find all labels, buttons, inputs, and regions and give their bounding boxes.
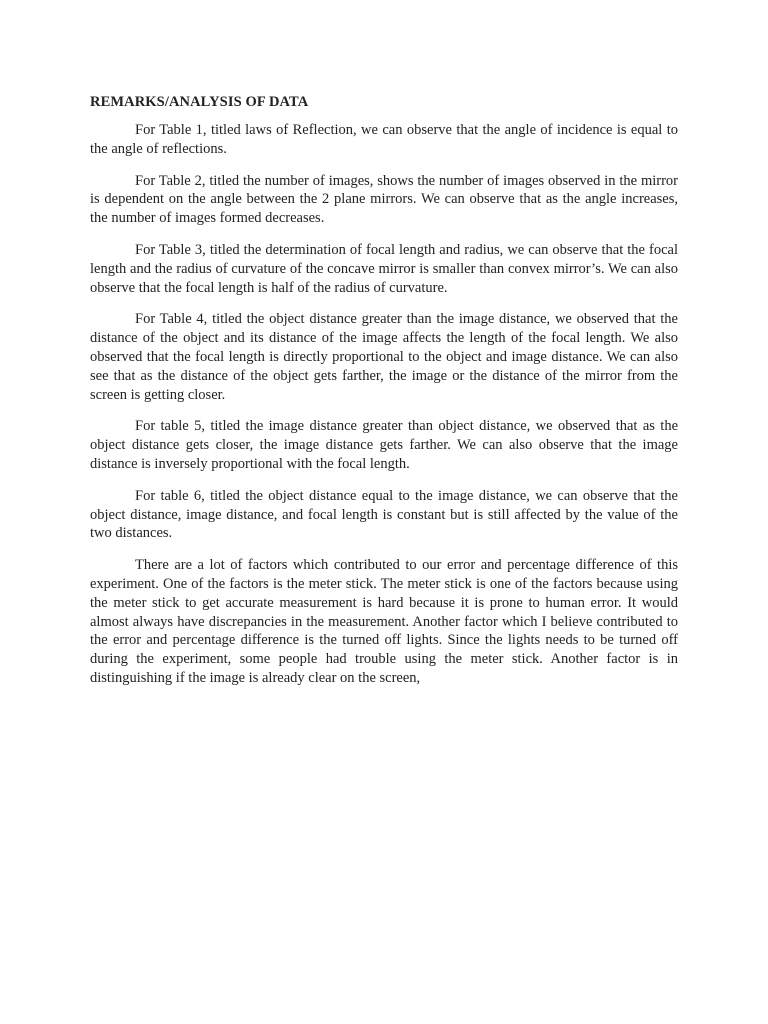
paragraph-table-6: For table 6, titled the object distance equal to the image distance, we can observe that the object distance, image distance, and focal length is constant but is still affected by the value of the two distances. <box>90 487 678 542</box>
paragraph-table-2: For Table 2, titled the number of images, shows the number of images observed in the mirror is dependent on the angle between the 2 plane mirrors. We can observe that as the angle increases, the number of images formed decreases. <box>90 172 678 227</box>
paragraph-table-5: For table 5, titled the image distance greater than object distance, we observed that as the object distance gets closer, the image distance gets farther. We can also observe that the image distance is inversely proportional with the focal length. <box>90 418 678 472</box>
paragraph-error-factors: There are a lot of factors which contributed to our error and percentage difference of this experiment. One of the factors is the meter stick. The meter stick is one of the factors because using the meter stick to get accurate measurement is hard because it is prone to human error. It would almost always have discrepancies in the measurement. Another factor which I believe contributed to the error and percentage difference is the turned off lights. Since the lights needs to be turned off during the experiment, some people had trouble using the meter stick. Another factor is in distinguishing if the image is already clear on the screen, <box>90 557 678 686</box>
paragraph-table-1: For Table 1, titled laws of Reflection, we can observe that the angle of incidence is equal to the angle of reflections. <box>90 122 678 157</box>
paragraph-table-3: For Table 3, titled the determination of focal length and radius, we can observe that the focal length and the radius of curvature of the concave mirror is smaller than convex mirror’s. We can also observe that the focal length is half of the radius of curvature. <box>90 241 678 296</box>
paragraph-table-4: For Table 4, titled the object distance greater than the image distance, we observed that the distance of the object and its distance of the image affects the length of the focal length. We also observed that the focal length is directly proportional to the object and image distance. We can also see that as the distance of the object gets farther, the image or the distance of the mirror from the screen is getting closer. <box>90 311 678 403</box>
section-heading: REMARKS/ANALYSIS OF DATA <box>90 94 309 110</box>
